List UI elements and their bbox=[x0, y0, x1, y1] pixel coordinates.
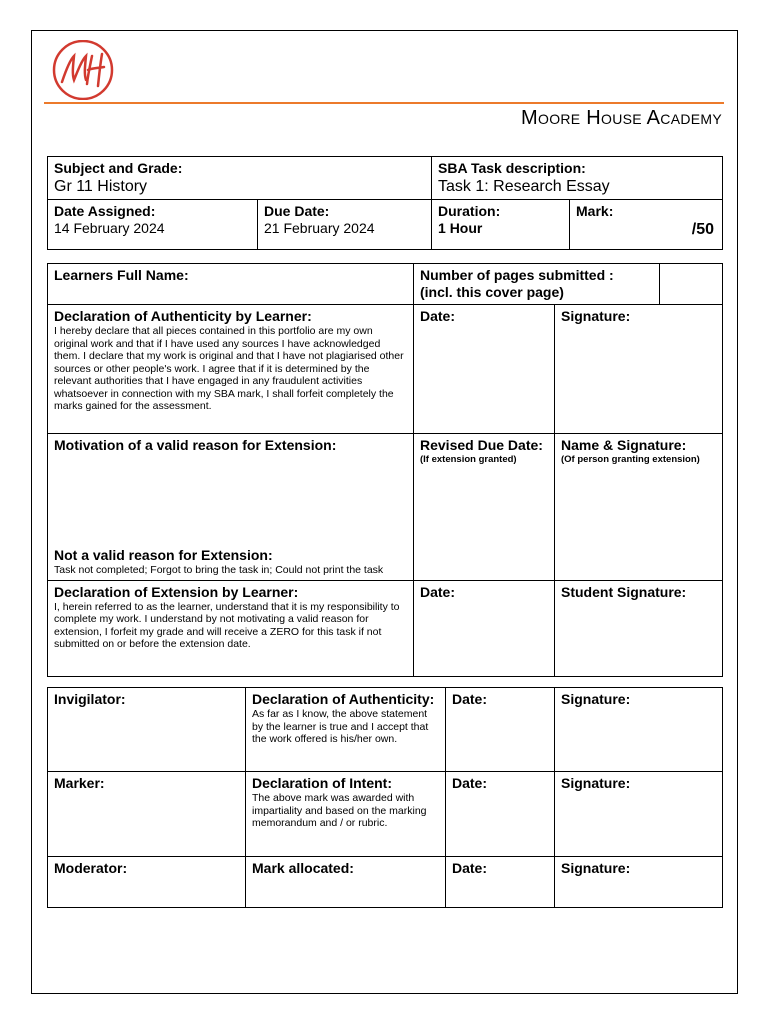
name-signature-cell[interactable] bbox=[555, 434, 723, 581]
motivation-cell[interactable] bbox=[48, 434, 414, 581]
authenticity-text: I hereby declare that all pieces contained in this portfolio are my own original work and that if I have used any sources I have acknowledged them. I declare that my work is original and that I have not plagiarised other sources or other people's work. I agree that if it is determined by the relevant authorities that I have engaged in any fraudulent activities whatsoever in connection with my SBA mark, I shall forfeit completely the marks gained for the assessment. bbox=[54, 325, 404, 412]
moderator-date-label: Date: bbox=[452, 860, 488, 876]
not-valid-title: Not a valid reason for Extension: bbox=[54, 547, 273, 563]
marker-date-label: Date: bbox=[452, 775, 488, 791]
moderator-signature-label: Signature: bbox=[561, 860, 631, 876]
invigilator-cell[interactable] bbox=[48, 688, 246, 772]
pages-label-1: Number of pages submitted : bbox=[420, 267, 614, 283]
marker-signature-label: Signature: bbox=[561, 775, 631, 791]
pages-cell bbox=[414, 264, 660, 305]
extension-date-label: Date: bbox=[420, 583, 456, 600]
date-label: Date: bbox=[420, 308, 456, 324]
mark-allocated-label: Mark allocated: bbox=[252, 860, 354, 876]
intent-text: The above mark was awarded with impartiality and based on the marking memorandum and / or rubric. bbox=[252, 792, 427, 829]
mark-cell bbox=[570, 200, 723, 250]
intent-title: Declaration of Intent: bbox=[252, 775, 393, 791]
motivation-title: Motivation of a valid reason for Extension: bbox=[54, 437, 337, 453]
duration-cell bbox=[432, 200, 570, 250]
due-value[interactable]: 21 February 2024 bbox=[264, 220, 375, 236]
learner-name-cell[interactable] bbox=[48, 264, 414, 305]
moderator-date-cell[interactable] bbox=[446, 857, 555, 908]
revised-date-cell[interactable] bbox=[414, 434, 555, 581]
mark-value[interactable]: /50 bbox=[691, 221, 715, 238]
subject-label: Subject and Grade: bbox=[54, 160, 183, 176]
marker-label: Marker: bbox=[54, 775, 105, 791]
mark-label: Mark: bbox=[576, 203, 614, 219]
learner-name-label: Learners Full Name: bbox=[54, 267, 189, 283]
assigned-cell bbox=[48, 200, 258, 250]
moderator-signature-cell[interactable] bbox=[555, 857, 723, 908]
header-divider bbox=[44, 102, 724, 104]
pages-value-cell[interactable] bbox=[660, 264, 723, 305]
name-signature-label: Name & Signature: bbox=[561, 437, 687, 453]
extension-date-cell[interactable] bbox=[414, 580, 555, 676]
learner-declaration-table bbox=[47, 263, 723, 677]
invigilator-signature-cell[interactable] bbox=[555, 688, 723, 772]
authenticity-title: Declaration of Authenticity by Learner: bbox=[54, 308, 312, 324]
school-logo bbox=[50, 40, 116, 100]
subject-value[interactable]: Gr 11 History bbox=[54, 178, 148, 195]
subject-cell bbox=[48, 157, 432, 200]
marker-signature-cell[interactable] bbox=[555, 772, 723, 857]
invigilator-date-label: Date: bbox=[452, 691, 488, 707]
school-name: Moore House Academy bbox=[521, 107, 722, 129]
moderator-label: Moderator: bbox=[54, 860, 128, 876]
task-value[interactable]: Task 1: Research Essay bbox=[438, 178, 610, 195]
student-signature-cell[interactable] bbox=[555, 580, 723, 676]
invigilator-signature-label: Signature: bbox=[561, 691, 631, 707]
revised-due-label: Revised Due Date: bbox=[420, 437, 543, 453]
assigned-label: Date Assigned: bbox=[54, 203, 156, 219]
task-cell bbox=[432, 157, 723, 200]
revised-due-note: (If extension granted) bbox=[420, 454, 517, 465]
marker-date-cell[interactable] bbox=[446, 772, 555, 857]
mark-allocated-cell[interactable] bbox=[246, 857, 446, 908]
extension-text: I, herein referred to as the learner, understand that it is my responsibility to complete my work. I understand by not motivating a valid reason for extension, I forfeit my grade and will receive a ZERO for this task if not submitted on or before the extension date. bbox=[54, 600, 400, 650]
invigilator-date-cell[interactable] bbox=[446, 688, 555, 772]
due-label: Due Date: bbox=[264, 203, 330, 219]
authenticity-cell bbox=[48, 305, 414, 434]
extension-cell bbox=[48, 580, 414, 676]
extension-title: Declaration of Extension by Learner: bbox=[54, 583, 299, 600]
task-label: SBA Task description: bbox=[438, 160, 586, 176]
pages-label-2: (incl. this cover page) bbox=[420, 284, 564, 300]
duration-value[interactable]: 1 Hour bbox=[438, 220, 483, 236]
name-signature-note: (Of person granting extension) bbox=[561, 454, 700, 465]
staff-authenticity-title: Declaration of Authenticity: bbox=[252, 691, 435, 707]
duration-label: Duration: bbox=[438, 203, 501, 219]
staff-authenticity-cell bbox=[246, 688, 446, 772]
staff-table bbox=[47, 687, 723, 908]
task-info-table bbox=[47, 156, 723, 250]
authenticity-date-cell[interactable] bbox=[414, 305, 555, 434]
not-valid-text: Task not completed; Forgot to bring the task in; Could not print the task bbox=[54, 564, 384, 576]
signature-label: Signature: bbox=[561, 308, 631, 324]
intent-cell bbox=[246, 772, 446, 857]
moderator-cell[interactable] bbox=[48, 857, 246, 908]
marker-cell[interactable] bbox=[48, 772, 246, 857]
assigned-value[interactable]: 14 February 2024 bbox=[54, 220, 165, 236]
authenticity-signature-cell[interactable] bbox=[555, 305, 723, 434]
student-signature-label: Student Signature: bbox=[561, 583, 687, 600]
due-cell bbox=[258, 200, 432, 250]
invigilator-label: Invigilator: bbox=[54, 691, 126, 707]
staff-authenticity-text: As far as I know, the above statement by the learner is true and I accept that the work offered is his/her own. bbox=[252, 708, 429, 745]
